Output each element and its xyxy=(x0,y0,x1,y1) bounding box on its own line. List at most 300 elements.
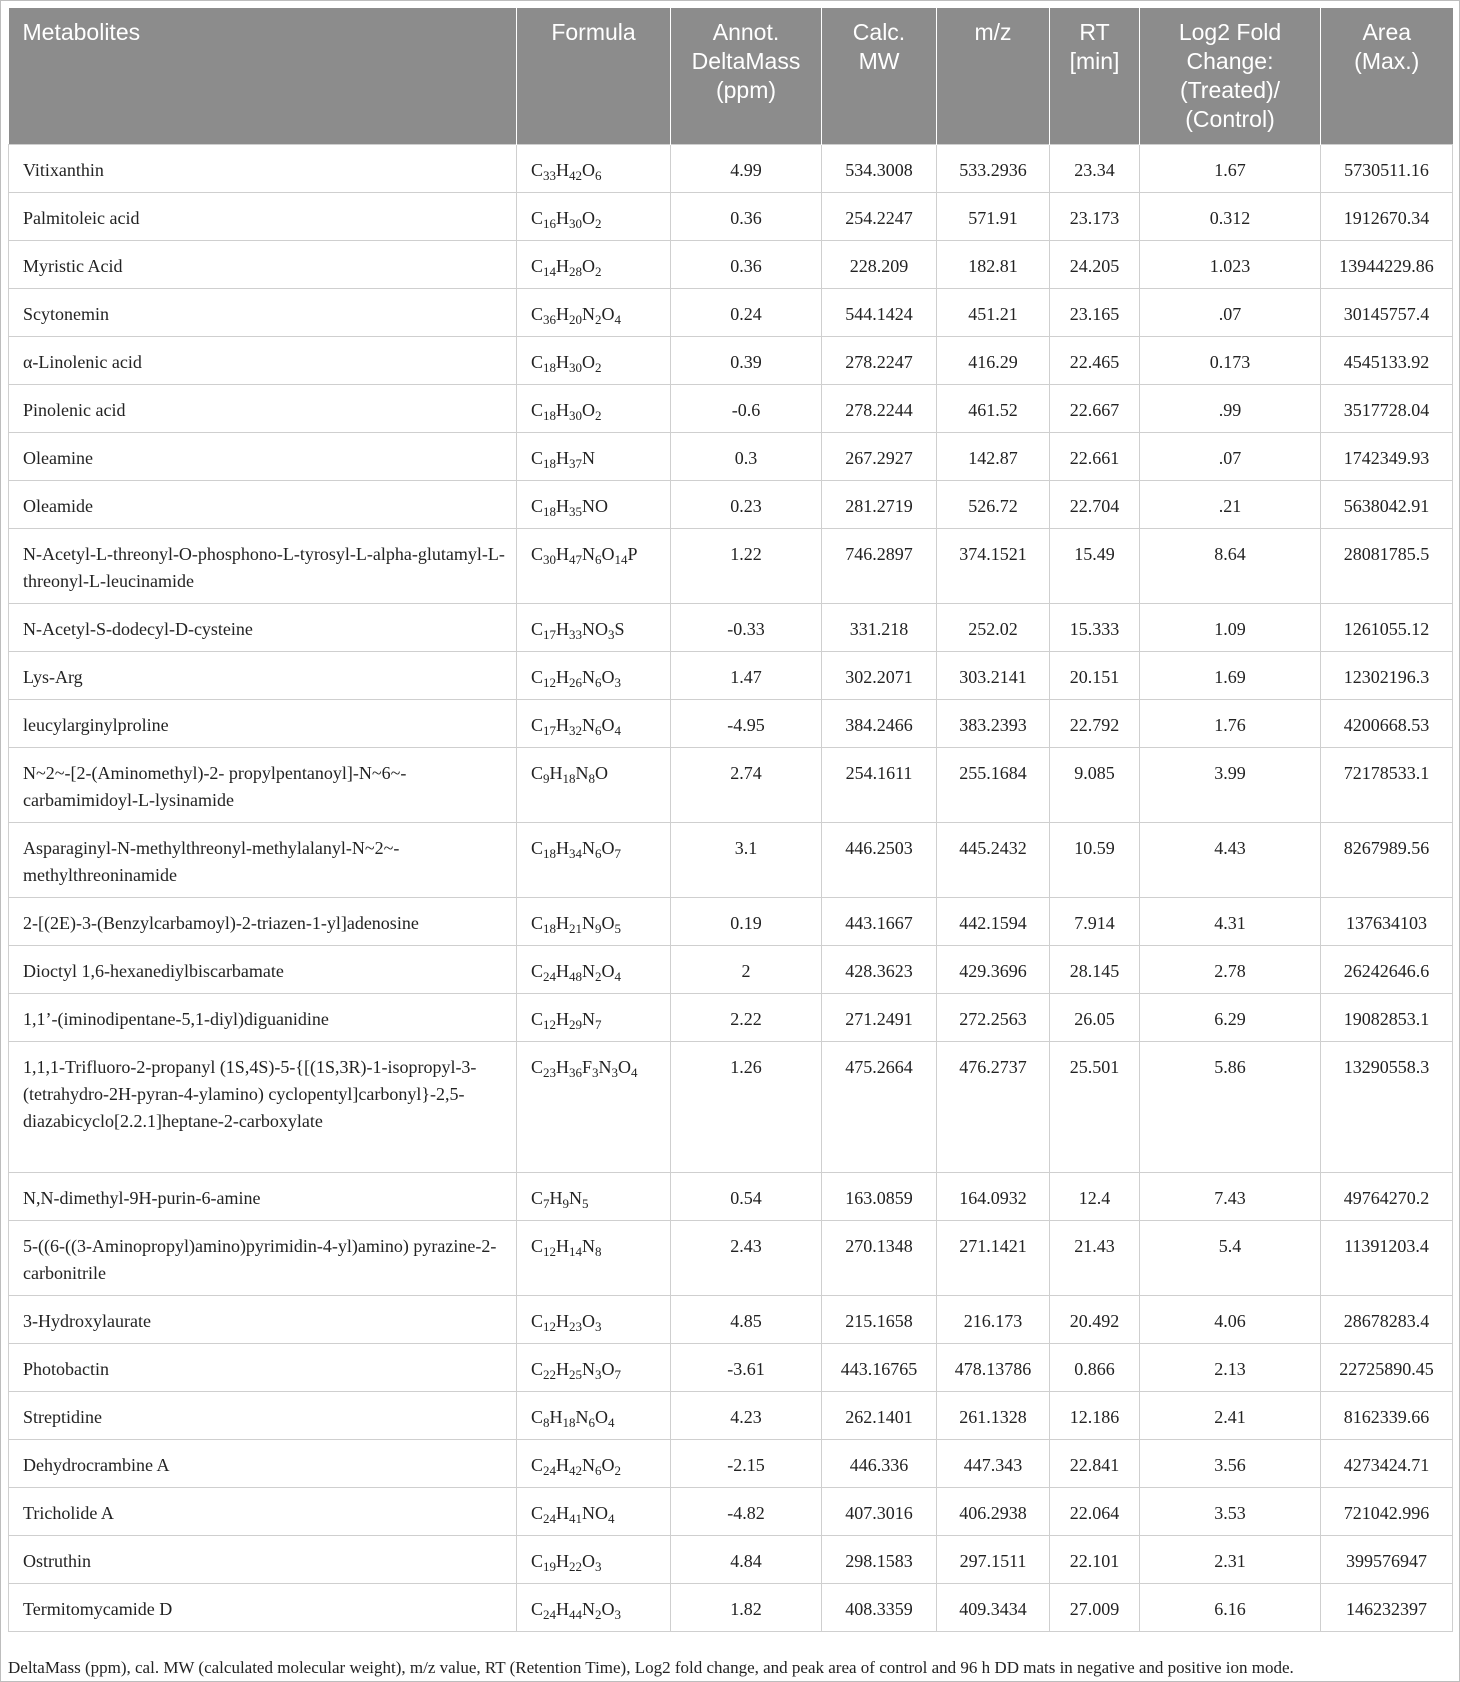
delta-mass-cell: 0.19 xyxy=(671,898,822,946)
formula-subscript: 2 xyxy=(595,1607,602,1622)
calc-mw-cell: 331.218 xyxy=(822,604,937,652)
formula-element: C xyxy=(531,1407,544,1427)
metabolite-name-cell: N-Acetyl-S-dodecyl-D-cysteine xyxy=(9,604,517,652)
formula-element: N xyxy=(582,1359,596,1379)
metabolite-name-cell: 2-[(2E)-3-(Benzylcarbamoyl)-2-triazen-1-yl]adenosine xyxy=(9,898,517,946)
calc-mw-cell: 446.2503 xyxy=(822,823,937,898)
log2-fold-change-cell: 3.53 xyxy=(1140,1488,1321,1536)
formula-subscript: 18 xyxy=(543,504,557,519)
mz-cell: 261.1328 xyxy=(937,1392,1050,1440)
formula-subscript: 3 xyxy=(608,627,615,642)
metabolite-name-cell: α-Linolenic acid xyxy=(9,337,517,385)
header-row xyxy=(9,8,1453,145)
metabolite-name-cell: Oleamide xyxy=(9,481,517,529)
formula-element: NO xyxy=(582,619,609,639)
metabolite-name-cell: 1,1’-(iminodipentane-5,1-diyl)diguanidine xyxy=(9,994,517,1042)
formula-subscript: 24 xyxy=(543,1463,557,1478)
mz-cell: 526.72 xyxy=(937,481,1050,529)
metabolite-name-cell: Streptidine xyxy=(9,1392,517,1440)
area-max-cell: 8267989.56 xyxy=(1321,823,1453,898)
formula-subscript: 26 xyxy=(569,675,583,690)
formula-subscript: 18 xyxy=(543,846,557,861)
formula-subscript: 4 xyxy=(631,1065,638,1080)
calc-mw-cell: 228.209 xyxy=(822,241,937,289)
delta-mass-cell: 2.22 xyxy=(671,994,822,1042)
formula-element: C xyxy=(531,496,544,516)
formula-subscript: 12 xyxy=(543,1244,557,1259)
formula-subscript: 17 xyxy=(543,723,557,738)
table-row xyxy=(9,652,1453,700)
formula-element: H xyxy=(556,1236,570,1256)
metabolite-name-cell: 3-Hydroxylaurate xyxy=(9,1296,517,1344)
formula-subscript: 7 xyxy=(595,1017,602,1032)
formula-cell xyxy=(517,1296,671,1344)
formula-element: N xyxy=(582,448,596,468)
formula-element: O xyxy=(595,763,609,783)
metabolite-name-cell: Lys-Arg xyxy=(9,652,517,700)
formula-subscript: 4 xyxy=(614,723,622,738)
mz-cell: 447.343 xyxy=(937,1440,1050,1488)
rt-cell: 27.009 xyxy=(1050,1584,1140,1632)
formula-element: H xyxy=(556,715,570,735)
metabolites-table-container xyxy=(8,8,1452,1632)
formula-element: C xyxy=(531,913,544,933)
rt-cell: 12.4 xyxy=(1050,1173,1140,1221)
rt-cell: 22.704 xyxy=(1050,481,1140,529)
formula-subscript: 12 xyxy=(543,675,557,690)
formula-subscript: 6 xyxy=(595,723,602,738)
calc-mw-cell: 544.1424 xyxy=(822,289,937,337)
metabolite-name-cell: Termitomycamide D xyxy=(9,1584,517,1632)
formula-element: H xyxy=(556,496,570,516)
delta-mass-cell: 0.36 xyxy=(671,193,822,241)
log2-fold-change-cell: 1.023 xyxy=(1140,241,1321,289)
log2-fold-change-cell: 1.69 xyxy=(1140,652,1321,700)
formula-subscript: 7 xyxy=(543,1196,550,1211)
formula-subscript: 41 xyxy=(569,1511,583,1526)
delta-mass-cell: 0.36 xyxy=(671,241,822,289)
rt-cell: 23.173 xyxy=(1050,193,1140,241)
header-formula: Formula xyxy=(517,8,671,145)
formula-subscript: 3 xyxy=(595,1319,602,1334)
area-max-cell: 13290558.3 xyxy=(1321,1042,1453,1173)
table-row xyxy=(9,1173,1453,1221)
table-footnote: DeltaMass (ppm), cal. MW (calculated molecular weight), m/z value, RT (Retention Time), Log2 fold change, and peak area of control and 96 h DD mats in negative and positive ion mode. xyxy=(8,1658,1294,1677)
delta-mass-cell: 4.84 xyxy=(671,1536,822,1584)
formula-subscript: 12 xyxy=(543,1017,557,1032)
calc-mw-cell: 278.2244 xyxy=(822,385,937,433)
formula-element: H xyxy=(556,1057,570,1077)
formula-subscript: 9 xyxy=(543,771,550,786)
mz-cell: 383.2393 xyxy=(937,700,1050,748)
formula-element: C xyxy=(531,400,544,420)
table-row xyxy=(9,529,1453,604)
formula-element: H xyxy=(556,160,570,180)
formula-element: H xyxy=(556,208,570,228)
formula-subscript: 6 xyxy=(595,552,602,567)
formula-element: C xyxy=(531,619,544,639)
delta-mass-cell: -3.61 xyxy=(671,1344,822,1392)
formula-element: O xyxy=(582,1311,596,1331)
table-row xyxy=(9,481,1453,529)
formula-cell xyxy=(517,1536,671,1584)
formula-element: C xyxy=(531,961,544,981)
formula-cell xyxy=(517,700,671,748)
formula-subscript: 3 xyxy=(595,1559,602,1574)
formula-element: H xyxy=(556,1455,570,1475)
formula-subscript: 2 xyxy=(595,216,602,231)
table-row xyxy=(9,1440,1453,1488)
delta-mass-cell: -4.95 xyxy=(671,700,822,748)
area-max-cell: 11391203.4 xyxy=(1321,1221,1453,1296)
rt-cell: 10.59 xyxy=(1050,823,1140,898)
formula-element: C xyxy=(531,1359,544,1379)
formula-cell xyxy=(517,1344,671,1392)
mz-cell: 478.13786 xyxy=(937,1344,1050,1392)
formula-element: H xyxy=(556,400,570,420)
log2-fold-change-cell: 5.86 xyxy=(1140,1042,1321,1173)
delta-mass-cell: 0.24 xyxy=(671,289,822,337)
calc-mw-cell: 262.1401 xyxy=(822,1392,937,1440)
formula-subscript: 3 xyxy=(595,1367,602,1382)
area-max-cell: 1261055.12 xyxy=(1321,604,1453,652)
metabolite-name-cell: Dehydrocrambine A xyxy=(9,1440,517,1488)
formula-element: N xyxy=(575,763,589,783)
formula-element: C xyxy=(531,1503,544,1523)
metabolite-name-cell: N~2~-[2-(Aminomethyl)-2- propylpentanoyl]-N~6~-carbamimidoyl-L-lysinamide xyxy=(9,748,517,823)
formula-subscript: 14 xyxy=(614,552,628,567)
formula-element: C xyxy=(531,1311,544,1331)
mz-cell: 255.1684 xyxy=(937,748,1050,823)
formula-subscript: 3 xyxy=(614,675,622,690)
metabolite-name-cell: Pinolenic acid xyxy=(9,385,517,433)
formula-element: C xyxy=(531,838,544,858)
metabolite-name-cell: 1,1,1-Trifluoro-2-propanyl (1S,4S)-5-{[(1S,3R)-1-isopropyl-3-(tetrahydro-2H-pyran-4-ylamino) cyclopentyl]carbonyl}-2,5-diazabicyclo[2.2.1]heptane-2-carboxylate xyxy=(9,1042,517,1173)
formula-element: O xyxy=(582,352,596,372)
formula-element: C xyxy=(531,448,544,468)
formula-element: O xyxy=(601,715,615,735)
calc-mw-cell: 443.1667 xyxy=(822,898,937,946)
table-row xyxy=(9,337,1453,385)
formula-element: N xyxy=(575,1407,589,1427)
rt-cell: 21.43 xyxy=(1050,1221,1140,1296)
formula-element: H xyxy=(556,256,570,276)
formula-element: O xyxy=(582,1551,596,1571)
calc-mw-cell: 267.2927 xyxy=(822,433,937,481)
delta-mass-cell: 1.26 xyxy=(671,1042,822,1173)
formula-element: H xyxy=(556,619,570,639)
table-row xyxy=(9,289,1453,337)
formula-element: O xyxy=(582,400,596,420)
metabolite-name-cell: Photobactin xyxy=(9,1344,517,1392)
mz-cell: 272.2563 xyxy=(937,994,1050,1042)
log2-fold-change-cell: 2.31 xyxy=(1140,1536,1321,1584)
rt-cell: 22.667 xyxy=(1050,385,1140,433)
log2-fold-change-cell: 4.31 xyxy=(1140,898,1321,946)
delta-mass-cell: 1.82 xyxy=(671,1584,822,1632)
formula-subscript: 2 xyxy=(595,408,602,423)
log2-fold-change-cell: 7.43 xyxy=(1140,1173,1321,1221)
area-max-cell: 4200668.53 xyxy=(1321,700,1453,748)
delta-mass-cell: 0.23 xyxy=(671,481,822,529)
formula-element: O xyxy=(601,1599,615,1619)
formula-subscript: 24 xyxy=(543,1607,557,1622)
log2-fold-change-cell: 8.64 xyxy=(1140,529,1321,604)
mz-cell: 182.81 xyxy=(937,241,1050,289)
formula-subscript: 18 xyxy=(543,408,557,423)
table-row xyxy=(9,1488,1453,1536)
calc-mw-cell: 408.3359 xyxy=(822,1584,937,1632)
formula-cell xyxy=(517,385,671,433)
header-area: Area (Max.) xyxy=(1321,8,1453,145)
formula-element: H xyxy=(556,1551,570,1571)
metabolites-table xyxy=(8,8,1453,1632)
formula-element: H xyxy=(556,448,570,468)
formula-subscript: 6 xyxy=(595,168,602,183)
formula-subscript: 8 xyxy=(588,771,596,786)
formula-element: N xyxy=(582,1009,596,1029)
metabolite-name-cell: 5-((6-((3-Aminopropyl)amino)pyrimidin-4-yl)amino) pyrazine-2-carbonitrile xyxy=(9,1221,517,1296)
area-max-cell: 137634103 xyxy=(1321,898,1453,946)
area-max-cell: 5638042.91 xyxy=(1321,481,1453,529)
formula-subscript: 18 xyxy=(543,360,557,375)
formula-element: H xyxy=(556,304,570,324)
formula-cell xyxy=(517,1042,671,1173)
formula-subscript: 30 xyxy=(569,408,583,423)
formula-cell xyxy=(517,946,671,994)
log2-fold-change-cell: 1.76 xyxy=(1140,700,1321,748)
formula-subscript: 36 xyxy=(569,1065,583,1080)
calc-mw-cell: 270.1348 xyxy=(822,1221,937,1296)
area-max-cell: 1912670.34 xyxy=(1321,193,1453,241)
delta-mass-cell: 4.85 xyxy=(671,1296,822,1344)
area-max-cell: 4273424.71 xyxy=(1321,1440,1453,1488)
calc-mw-cell: 215.1658 xyxy=(822,1296,937,1344)
calc-mw-cell: 746.2897 xyxy=(822,529,937,604)
rt-cell: 7.914 xyxy=(1050,898,1140,946)
formula-subscript: 4 xyxy=(608,1415,615,1430)
rt-cell: 20.492 xyxy=(1050,1296,1140,1344)
formula-subscript: 18 xyxy=(562,771,576,786)
metabolite-name-cell: Asparaginyl-N-methylthreonyl-methylalanyl-N~2~-methylthreoninamide xyxy=(9,823,517,898)
formula-subscript: 30 xyxy=(569,216,583,231)
formula-element: N xyxy=(582,544,596,564)
mz-cell: 216.173 xyxy=(937,1296,1050,1344)
table-row xyxy=(9,241,1453,289)
rt-cell: 23.34 xyxy=(1050,145,1140,193)
header-rt: RT [min] xyxy=(1050,8,1140,145)
formula-subscript: 6 xyxy=(595,675,602,690)
formula-cell xyxy=(517,433,671,481)
mz-cell: 416.29 xyxy=(937,337,1050,385)
delta-mass-cell: -0.6 xyxy=(671,385,822,433)
formula-cell xyxy=(517,652,671,700)
rt-cell: 22.465 xyxy=(1050,337,1140,385)
formula-subscript: 37 xyxy=(569,456,583,471)
area-max-cell: 4545133.92 xyxy=(1321,337,1453,385)
log2-fold-change-cell: 0.312 xyxy=(1140,193,1321,241)
table-row xyxy=(9,1584,1453,1632)
formula-subscript: 5 xyxy=(614,921,622,936)
formula-element: C xyxy=(531,1599,544,1619)
table-row xyxy=(9,385,1453,433)
table-row xyxy=(9,1221,1453,1296)
formula-cell xyxy=(517,529,671,604)
rt-cell: 22.101 xyxy=(1050,1536,1140,1584)
log2-fold-change-cell: 0.173 xyxy=(1140,337,1321,385)
rt-cell: 12.186 xyxy=(1050,1392,1140,1440)
formula-element: S xyxy=(614,619,625,639)
formula-subscript: 35 xyxy=(569,504,583,519)
formula-subscript: 4 xyxy=(614,312,622,327)
formula-element: H xyxy=(549,763,563,783)
formula-element: C xyxy=(531,256,544,276)
header-metabolites: Metabolites xyxy=(9,8,517,145)
area-max-cell: 5730511.16 xyxy=(1321,145,1453,193)
formula-element: P xyxy=(627,544,638,564)
calc-mw-cell: 281.2719 xyxy=(822,481,937,529)
formula-subscript: 2 xyxy=(595,360,602,375)
formula-element: O xyxy=(601,544,615,564)
formula-subscript: 19 xyxy=(543,1559,557,1574)
formula-subscript: 3 xyxy=(614,1607,622,1622)
delta-mass-cell: 2.74 xyxy=(671,748,822,823)
formula-subscript: 42 xyxy=(569,168,583,183)
formula-subscript: 33 xyxy=(543,168,557,183)
area-max-cell: 19082853.1 xyxy=(1321,994,1453,1042)
mz-cell: 164.0932 xyxy=(937,1173,1050,1221)
area-max-cell: 28678283.4 xyxy=(1321,1296,1453,1344)
formula-subscript: 24 xyxy=(543,1511,557,1526)
table-body xyxy=(9,145,1453,1632)
mz-cell: 142.87 xyxy=(937,433,1050,481)
formula-element: O xyxy=(601,1359,615,1379)
header-mz: m/z xyxy=(937,8,1050,145)
table-row xyxy=(9,748,1453,823)
formula-cell xyxy=(517,289,671,337)
formula-cell xyxy=(517,481,671,529)
formula-element: H xyxy=(556,1009,570,1029)
area-max-cell: 26242646.6 xyxy=(1321,946,1453,994)
formula-subscript: 25 xyxy=(569,1367,583,1382)
formula-cell xyxy=(517,1584,671,1632)
formula-subscript: 20 xyxy=(569,312,583,327)
formula-subscript: 12 xyxy=(543,1319,557,1334)
header-deltamass: Annot. DeltaMass (ppm) xyxy=(671,8,822,145)
table-row xyxy=(9,1536,1453,1584)
formula-element: N xyxy=(569,1188,583,1208)
rt-cell: 28.145 xyxy=(1050,946,1140,994)
table-row xyxy=(9,433,1453,481)
mz-cell: 297.1511 xyxy=(937,1536,1050,1584)
formula-element: O xyxy=(601,304,615,324)
rt-cell: 24.205 xyxy=(1050,241,1140,289)
mz-cell: 252.02 xyxy=(937,604,1050,652)
formula-element: C xyxy=(531,1236,544,1256)
formula-element: C xyxy=(531,160,544,180)
calc-mw-cell: 534.3008 xyxy=(822,145,937,193)
formula-subscript: 9 xyxy=(595,921,602,936)
formula-element: N xyxy=(582,1236,596,1256)
formula-subscript: 16 xyxy=(543,216,557,231)
rt-cell: 22.792 xyxy=(1050,700,1140,748)
calc-mw-cell: 254.2247 xyxy=(822,193,937,241)
table-row xyxy=(9,946,1453,994)
log2-fold-change-cell: 2.13 xyxy=(1140,1344,1321,1392)
delta-mass-cell: 4.99 xyxy=(671,145,822,193)
formula-element: O xyxy=(601,961,615,981)
formula-element: NO xyxy=(582,1503,609,1523)
formula-element: N xyxy=(582,667,596,687)
formula-element: H xyxy=(556,544,570,564)
formula-subscript: 30 xyxy=(543,552,557,567)
metabolite-name-cell: Oleamine xyxy=(9,433,517,481)
mz-cell: 476.2737 xyxy=(937,1042,1050,1173)
header-log2fc: Log2 Fold Change: (Treated)/ (Control) xyxy=(1140,8,1321,145)
formula-cell xyxy=(517,1488,671,1536)
formula-element: H xyxy=(556,913,570,933)
formula-subscript: 14 xyxy=(569,1244,583,1259)
formula-element: H xyxy=(556,352,570,372)
formula-cell xyxy=(517,748,671,823)
calc-mw-cell: 298.1583 xyxy=(822,1536,937,1584)
delta-mass-cell: 0.3 xyxy=(671,433,822,481)
formula-element: C xyxy=(531,544,544,564)
mz-cell: 451.21 xyxy=(937,289,1050,337)
formula-element: C xyxy=(531,1188,544,1208)
metabolite-name-cell: Vitixanthin xyxy=(9,145,517,193)
delta-mass-cell: -0.33 xyxy=(671,604,822,652)
area-max-cell: 22725890.45 xyxy=(1321,1344,1453,1392)
mz-cell: 461.52 xyxy=(937,385,1050,433)
log2-fold-change-cell: .07 xyxy=(1140,433,1321,481)
calc-mw-cell: 278.2247 xyxy=(822,337,937,385)
rt-cell: 26.05 xyxy=(1050,994,1140,1042)
formula-cell xyxy=(517,994,671,1042)
formula-element: C xyxy=(531,667,544,687)
delta-mass-cell: 1.47 xyxy=(671,652,822,700)
formula-subscript: 9 xyxy=(562,1196,570,1211)
calc-mw-cell: 407.3016 xyxy=(822,1488,937,1536)
formula-element: H xyxy=(556,1359,570,1379)
rt-cell: 22.064 xyxy=(1050,1488,1140,1536)
calc-mw-cell: 163.0859 xyxy=(822,1173,937,1221)
formula-subscript: 7 xyxy=(614,846,622,861)
mz-cell: 429.3696 xyxy=(937,946,1050,994)
mz-cell: 533.2936 xyxy=(937,145,1050,193)
metabolite-name-cell: leucylarginylproline xyxy=(9,700,517,748)
formula-subscript: 2 xyxy=(614,1463,622,1478)
table-row xyxy=(9,145,1453,193)
formula-element: O xyxy=(582,208,596,228)
formula-subscript: 21 xyxy=(569,921,583,936)
formula-subscript: 3 xyxy=(592,1065,599,1080)
formula-element: C xyxy=(531,208,544,228)
formula-subscript: 6 xyxy=(588,1415,596,1430)
log2-fold-change-cell: 3.56 xyxy=(1140,1440,1321,1488)
area-max-cell: 49764270.2 xyxy=(1321,1173,1453,1221)
log2-fold-change-cell: 2.78 xyxy=(1140,946,1321,994)
area-max-cell: 3517728.04 xyxy=(1321,385,1453,433)
formula-subscript: 2 xyxy=(595,264,602,279)
formula-element: C xyxy=(531,1551,544,1571)
area-max-cell: 721042.996 xyxy=(1321,1488,1453,1536)
log2-fold-change-cell: .21 xyxy=(1140,481,1321,529)
metabolite-name-cell: Scytonemin xyxy=(9,289,517,337)
formula-subscript: 6 xyxy=(595,1463,602,1478)
formula-element: F xyxy=(582,1057,593,1077)
formula-element: O xyxy=(601,838,615,858)
